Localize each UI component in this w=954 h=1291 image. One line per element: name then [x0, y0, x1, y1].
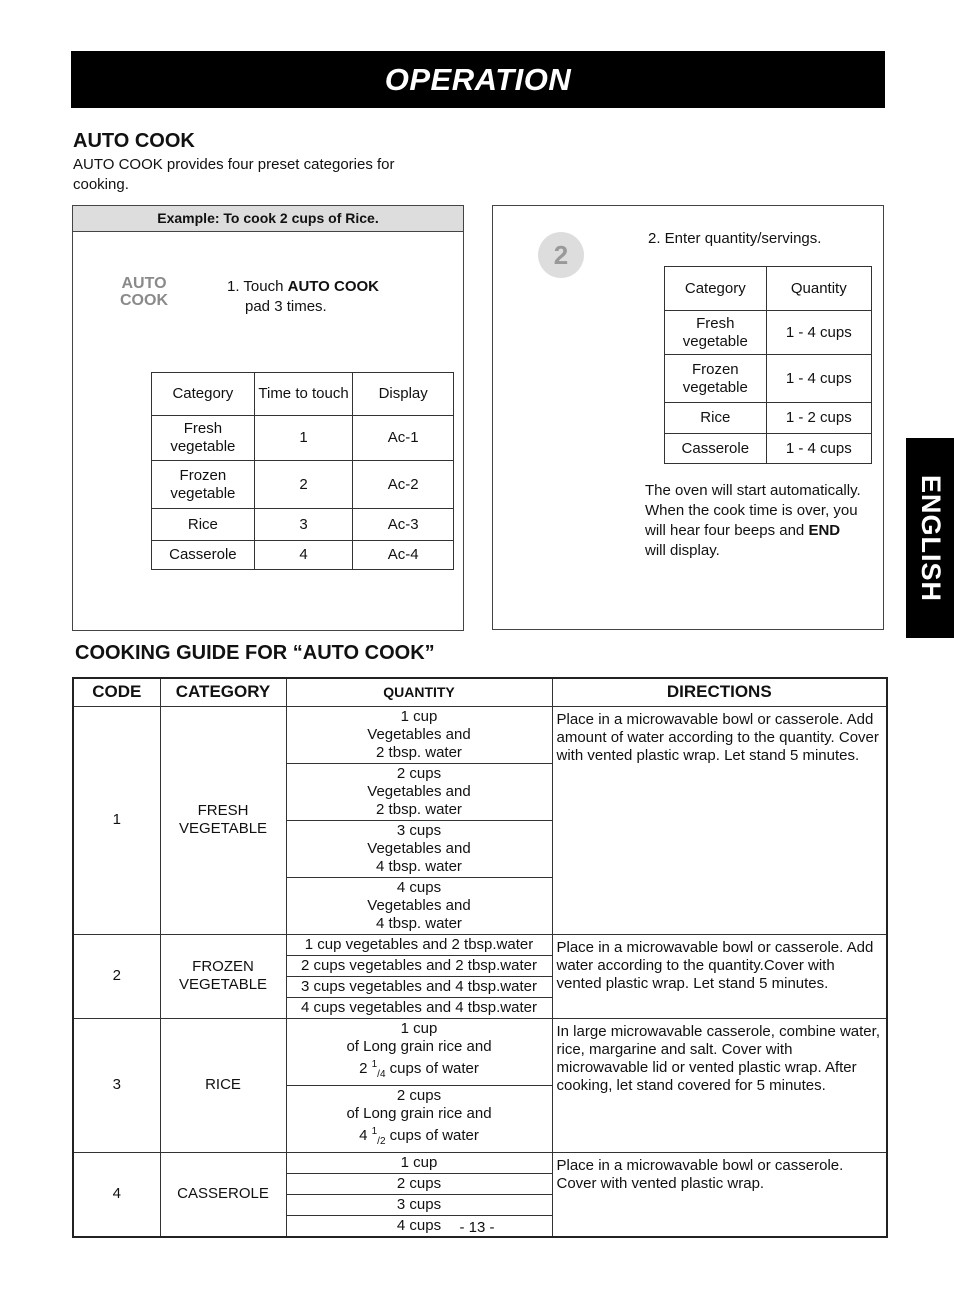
page-header-bar	[71, 51, 885, 108]
table-cell: Ac-1	[353, 416, 454, 461]
category-cell	[160, 706, 286, 934]
page-title: OPERATION	[384, 61, 572, 97]
table-cell: 1	[254, 416, 353, 461]
page-number: - 13 -	[459, 1219, 495, 1236]
language-tab-label: ENGLISH	[915, 474, 946, 602]
code-cell: 3	[73, 1018, 160, 1152]
quantity-line: Vegetables and	[367, 782, 471, 800]
table-cell: 1 - 4 cups	[766, 434, 871, 464]
directions-cell: Place in a microwavable bowl or casserole. Add amount of water according to the quantity. Cover with vented plastic wrap. Let stand 5 minutes.	[552, 706, 887, 934]
col-header: Time to touch	[254, 373, 353, 416]
quantity-cell	[286, 1018, 552, 1085]
table-cell: Casserole	[152, 541, 255, 570]
header-directions: DIRECTIONS	[552, 678, 887, 706]
step1-line2: pad 3 times.	[245, 298, 327, 315]
step2-note	[645, 481, 881, 561]
category-line: FROZEN	[192, 958, 254, 975]
quantity-line: of Long grain rice and	[346, 1104, 492, 1122]
quantity-line: 2 cups	[396, 1086, 442, 1104]
code-cell: 2	[73, 934, 160, 1018]
note-line: The oven will start automatically.	[645, 482, 861, 499]
cooking-guide-heading: COOKING GUIDE FOR “AUTO COOK”	[75, 642, 435, 664]
language-tab	[906, 438, 954, 638]
auto-cook-heading: AUTO COOK	[73, 130, 195, 152]
step1-instruction	[227, 277, 379, 317]
intro-line: AUTO COOK provides four preset categories for	[73, 156, 395, 173]
code-cell: 1	[73, 706, 160, 934]
note-line: When the cook time is over, you	[645, 502, 858, 519]
col-header: Category	[665, 267, 767, 311]
quantity-cell	[286, 706, 552, 763]
directions-cell: In large microwavable casserole, combine water, rice, margarine and salt. Cover with microwavable lid or vented plastic wrap. After cooking, let stand covered for 5 minutes.	[552, 1018, 887, 1152]
auto-cook-intro	[73, 155, 453, 195]
quantity-cell: 3 cups	[286, 1194, 552, 1215]
quantity-table	[664, 266, 872, 464]
table-cell: 2	[254, 461, 353, 509]
quantity-cell: 2 cups vegetables and 2 tbsp.water	[286, 955, 552, 976]
table-cell: Frozen vegetable	[665, 355, 767, 403]
table-cell: Fresh vegetable	[152, 416, 255, 461]
fraction-denominator: /2	[377, 1135, 386, 1147]
note-line: will hear four beeps and	[645, 522, 809, 539]
intro-line: cooking.	[73, 176, 129, 193]
quantity-line: 3 cups	[396, 821, 442, 839]
table-cell: Ac-3	[353, 509, 454, 541]
quantity-line: 1 cup	[400, 707, 438, 725]
fraction-whole: 4	[359, 1126, 372, 1144]
table-cell: Fresh vegetable	[665, 311, 767, 355]
quantity-cell	[286, 1085, 552, 1152]
fraction-numerator: 1	[371, 1058, 378, 1070]
cooking-guide-table	[72, 677, 888, 1238]
col-header: Display	[353, 373, 454, 416]
quantity-line: 2 cups	[396, 764, 442, 782]
quantity-line: 2 tbsp. water	[376, 743, 462, 761]
table-cell: 1 - 2 cups	[766, 403, 871, 434]
step1-prefix: 1. Touch	[227, 278, 288, 295]
quantity-cell	[286, 763, 552, 820]
quantity-line: 4 cups	[396, 878, 442, 896]
header-code: CODE	[73, 678, 160, 706]
col-header: Category	[152, 373, 255, 416]
table-cell: 1 - 4 cups	[766, 355, 871, 403]
quantity-line	[289, 1123, 550, 1151]
table-cell: Casserole	[665, 434, 767, 464]
directions-cell: Place in a microwavable bowl or casserole. Add water according to the quantity.Cover with vented plastic wrap. Let stand 5 minutes.	[552, 934, 887, 1018]
fraction-whole: 2	[359, 1059, 372, 1077]
quantity-cell: 1 cup vegetables and 2 tbsp.water	[286, 934, 552, 955]
header-quantity: QUANTITY	[286, 678, 552, 706]
quantity-cell: 1 cup	[286, 1152, 552, 1173]
step1-bold: AUTO COOK	[287, 278, 380, 295]
auto-cook-pad-label	[120, 275, 168, 309]
step2-box	[492, 205, 884, 630]
quantity-line: Vegetables and	[367, 725, 471, 743]
code-cell: 4	[73, 1152, 160, 1237]
fraction-rest: cups of water	[385, 1126, 479, 1144]
note-bold: END	[808, 522, 841, 539]
quantity-line: 1 cup	[400, 1019, 438, 1037]
fraction-numerator: 1	[371, 1125, 378, 1137]
category-cell	[160, 934, 286, 1018]
category-cell: CASSEROLE	[160, 1152, 286, 1237]
quantity-line: 4 tbsp. water	[376, 914, 462, 932]
quantity-cell: 4 cups	[286, 1215, 552, 1237]
category-cell: RICE	[160, 1018, 286, 1152]
pad-label-line: COOK	[120, 292, 168, 309]
table-cell: Rice	[152, 509, 255, 541]
fraction-rest: cups of water	[385, 1059, 479, 1077]
header-category: CATEGORY	[160, 678, 286, 706]
example-box	[72, 205, 464, 631]
table-cell: Rice	[665, 403, 767, 434]
quantity-line: 4 tbsp. water	[376, 857, 462, 875]
table-cell: 1 - 4 cups	[766, 311, 871, 355]
quantity-cell: 2 cups	[286, 1173, 552, 1194]
note-line: will display.	[645, 542, 720, 559]
quantity-cell	[286, 820, 552, 877]
category-line: FRESH	[197, 802, 249, 819]
table-cell: Ac-4	[353, 541, 454, 570]
quantity-cell: 4 cups vegetables and 4 tbsp.water	[286, 997, 552, 1018]
quantity-cell: 3 cups vegetables and 4 tbsp.water	[286, 976, 552, 997]
quantity-line	[289, 1056, 550, 1084]
step-number-badge: 2	[538, 232, 584, 278]
quantity-line: Vegetables and	[367, 896, 471, 914]
table-cell: 4	[254, 541, 353, 570]
quantity-cell	[286, 877, 552, 934]
category-line: VEGETABLE	[178, 820, 268, 837]
step2-instruction: 2. Enter quantity/servings.	[648, 230, 822, 247]
category-line: VEGETABLE	[178, 976, 268, 993]
directions-cell: Place in a microwavable bowl or casserole. Cover with vented plastic wrap.	[552, 1152, 887, 1237]
quantity-line: 2 tbsp. water	[376, 800, 462, 818]
col-header: Quantity	[766, 267, 871, 311]
quantity-line: Vegetables and	[367, 839, 471, 857]
example-table	[151, 372, 454, 570]
fraction-denominator: /4	[377, 1068, 386, 1080]
pad-label-line: AUTO	[121, 275, 167, 292]
table-cell: Ac-2	[353, 461, 454, 509]
table-cell: 3	[254, 509, 353, 541]
table-cell: Frozen vegetable	[152, 461, 255, 509]
quantity-line: of Long grain rice and	[346, 1037, 492, 1055]
example-heading: Example: To cook 2 cups of Rice.	[73, 206, 463, 232]
